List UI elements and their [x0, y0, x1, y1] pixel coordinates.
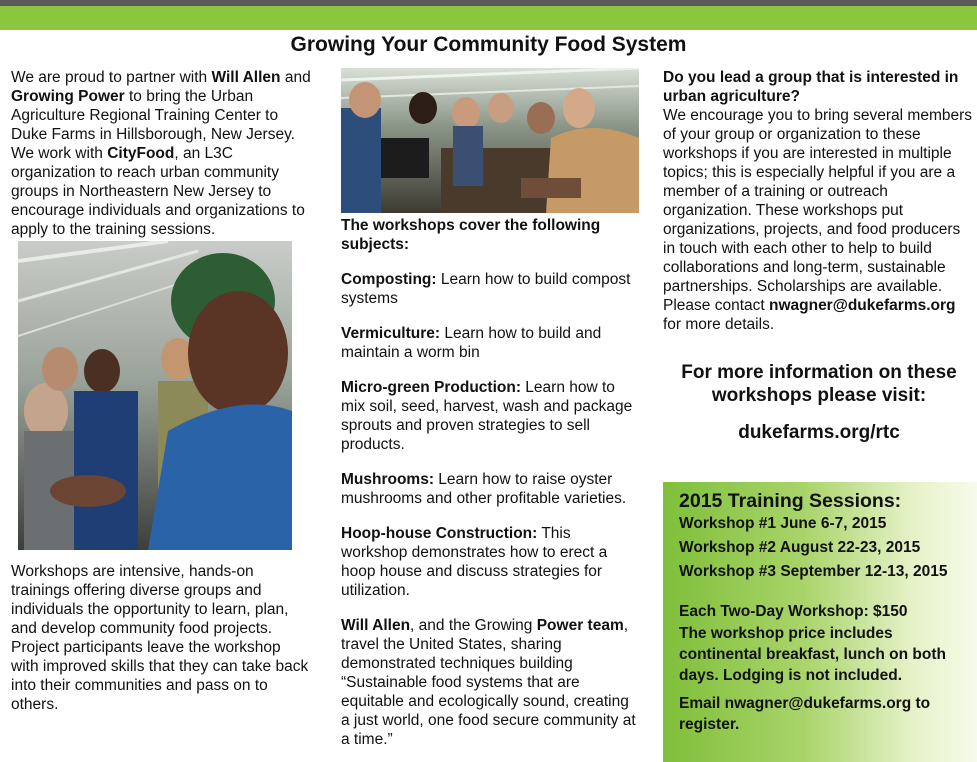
- session-item: Workshop #2 August 22-23, 2015: [679, 539, 921, 556]
- price-includes: The workshop price includes continental breakfast, lunch on both days. Lodging is not included.: [679, 625, 946, 684]
- intro-paragraph: We are proud to partner with Will Allen and Growing Power to bring the Urban Agriculture Regional Training Center to Duke Farms in Hillsborough, New Jersey. We work with CityFood, an L3C organization to reach urban community groups in Northeastern New Jersey to encourage individuals and organizations to apply to the training sessions.: [11, 69, 311, 238]
- session-price: Each Two-Day Workshop: $150: [679, 603, 908, 620]
- contact-email[interactable]: nwagner@dukefarms.org: [768, 297, 956, 314]
- more-info-text: For more information on these workshops please visit:: [681, 362, 957, 406]
- session-item: Workshop #3 September 12-13, 2015: [679, 563, 948, 580]
- top-green-bar: [0, 6, 977, 30]
- subject-vermiculture: Vermiculture: Learn how to build and maintain a worm bin: [341, 325, 602, 361]
- training-sessions-box: [663, 482, 977, 762]
- more-info-link[interactable]: dukefarms.org/rtc: [738, 422, 900, 443]
- group-section: [663, 68, 975, 334]
- group-question: Do you lead a group that is interested in urban agriculture?: [663, 69, 959, 105]
- will-allen-paragraph: Will Allen, and the Growing Power team, travel the United States, sharing demonstrated techniques building “Sustainable food systems that are equitable and ecologically sound, creating a just world, one food secure community at a time.”: [341, 617, 636, 748]
- workshops-description: Workshops are intensive, hands-on trainings offering diverse groups and individuals the opportunity to learn, plan, and develop community food projects. Project participants leave the workshop with improved skills that they can take back into their communities and pass on to others.: [11, 563, 309, 713]
- subject-micro-green: Micro-green Production: Learn how to mix soil, seed, harvest, wash and package sprouts and proven strategies to sell products.: [341, 379, 633, 453]
- subjects-list: [341, 216, 641, 749]
- group-text: We encourage you to bring several members of your group or organization to these workshops if you are interested in multiple topics; this is especially helpful if you are a member of a training or outreach organization. These workshops put organizations, projects, and food producers in touch with each other to help to build collaborations and long-term, sustainable partnerships. Scholarships are available. Please contact nwagner@dukefarms.org for more details.: [663, 107, 973, 333]
- session-item: Workshop #1 June 6-7, 2015: [679, 515, 887, 532]
- subject-composting: Composting: Learn how to build compost systems: [341, 271, 631, 307]
- subject-mushrooms: Mushrooms: Learn how to raise oyster mushrooms and other profitable varieties.: [341, 471, 627, 507]
- sessions-title: 2015 Training Sessions:: [679, 490, 902, 512]
- page-title: Growing Your Community Food System: [290, 33, 687, 56]
- subjects-heading: The workshops cover the following subjects:: [341, 217, 601, 253]
- register-text: Email nwagner@dukefarms.org to register.: [679, 695, 931, 733]
- will-allen-photo: [18, 241, 292, 550]
- subject-hoop-house: Hoop-house Construction: This workshop demonstrates how to erect a hoop house and discuss strategies for utilization.: [341, 525, 608, 599]
- workshop-group-photo: [341, 68, 639, 213]
